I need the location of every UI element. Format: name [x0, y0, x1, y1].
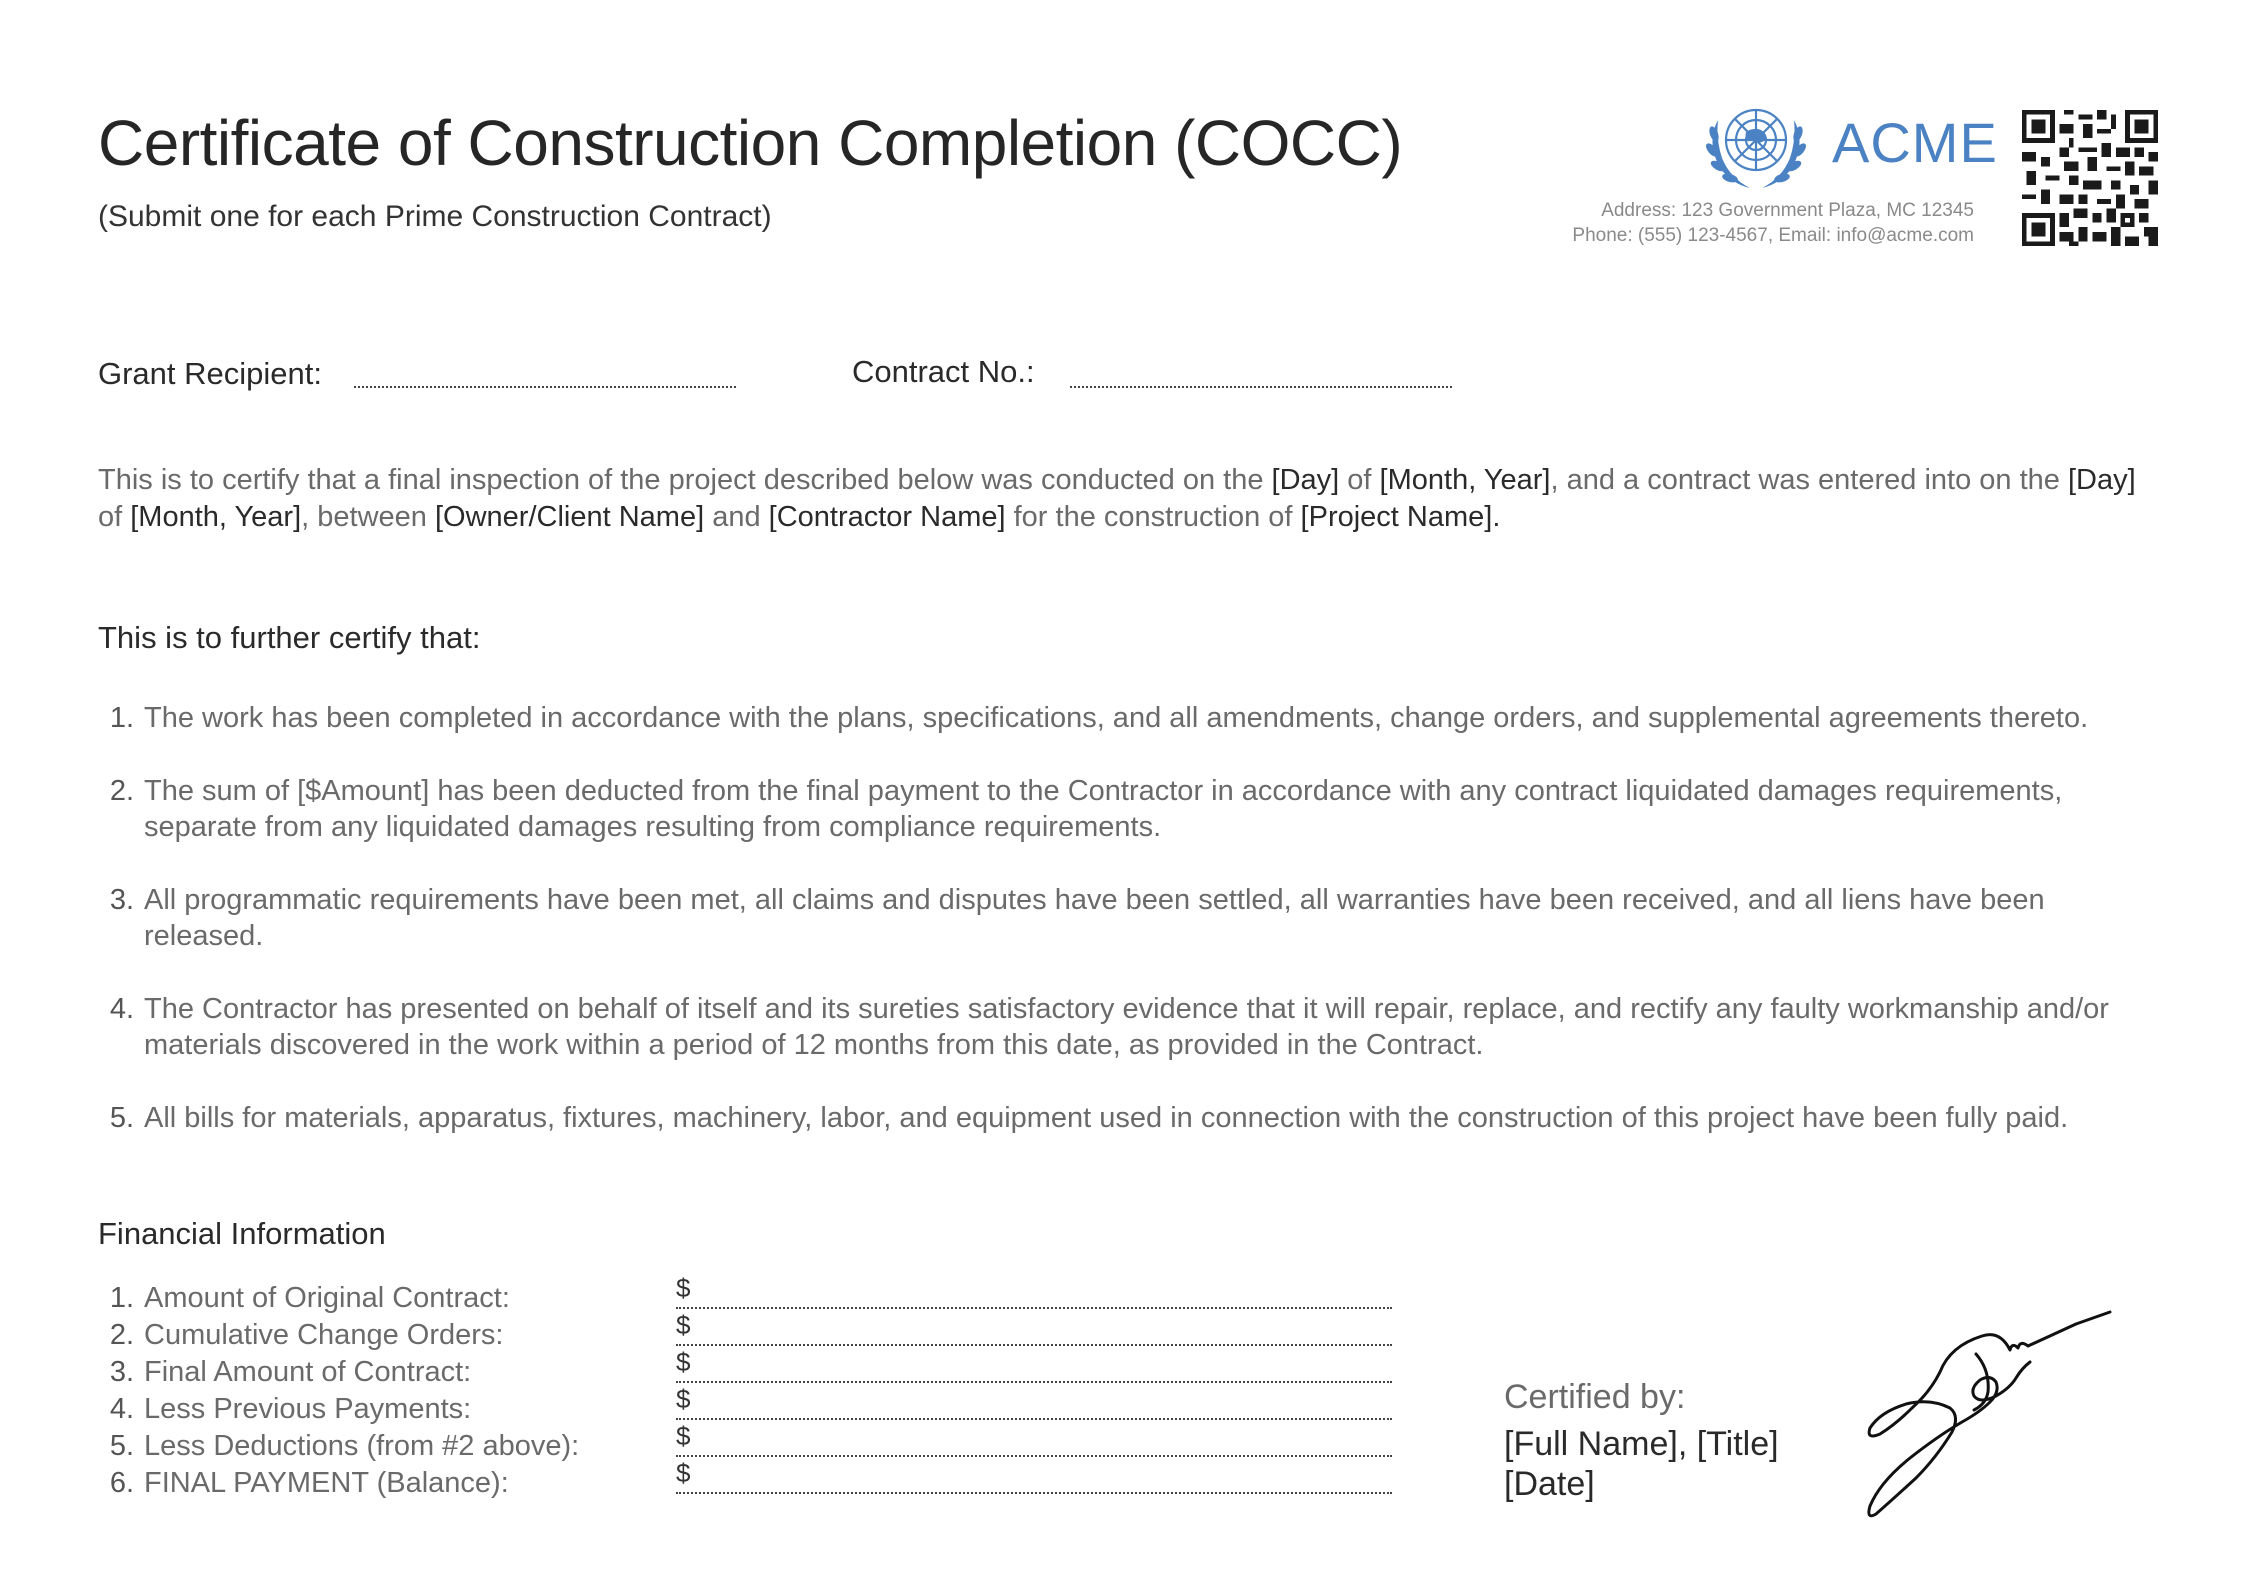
intro-text: for the construction of	[1005, 501, 1301, 533]
list-item	[98, 991, 2158, 1063]
intro-text: of	[1339, 464, 1380, 496]
list-item	[98, 1100, 2158, 1136]
placeholder-owner: [Owner/Client Name]	[434, 501, 705, 533]
item-text: The Contractor has presented on behalf of itself and its sureties satisfactory evidence that it will repair, replace, and rectify any faulty workmanship and/or materials discovered in the work within a period of 12 months from this date, as provided in the Contract.	[144, 993, 2109, 1061]
intro-text: This is to certify that a final inspection of the project described below was conducted on the	[98, 464, 1272, 496]
item-number: 5.	[109, 1102, 134, 1134]
page-subtitle: (Submit one for each Prime Construction Contract)	[98, 200, 772, 233]
row-number: 3.	[109, 1356, 134, 1388]
list-item	[98, 882, 2158, 954]
placeholder-day: [Day]	[1271, 464, 1340, 496]
currency-symbol: $	[676, 1421, 691, 1451]
amount-field[interactable]	[676, 1492, 1392, 1494]
item-number: 2.	[109, 775, 134, 807]
financial-row	[98, 1384, 1398, 1428]
row-number: 2.	[109, 1319, 134, 1351]
financial-list	[98, 1273, 1398, 1502]
certifier-block	[1504, 1424, 1779, 1504]
financial-row	[98, 1273, 1398, 1317]
grant-recipient-field[interactable]	[354, 386, 736, 388]
brand-name: ACME	[1832, 111, 1998, 174]
financial-row	[98, 1421, 1398, 1465]
row-number: 4.	[109, 1393, 134, 1425]
row-number: 1.	[109, 1282, 134, 1314]
placeholder-project: [Project Name].	[1300, 501, 1501, 533]
placeholder-month-year: [Month, Year]	[130, 501, 302, 533]
row-label: Less Deductions (from #2 above):	[144, 1430, 580, 1462]
currency-symbol: $	[676, 1310, 691, 1340]
certified-by-label: Certified by:	[1504, 1378, 1686, 1416]
intro-text: and	[704, 501, 769, 533]
contact-block	[1572, 198, 1974, 248]
amount-field[interactable]	[676, 1381, 1392, 1383]
page-title: Certificate of Construction Completion (COCC)	[98, 107, 1403, 179]
row-number: 5.	[109, 1430, 134, 1462]
placeholder-contractor: [Contractor Name]	[768, 501, 1006, 533]
grant-recipient-label: Grant Recipient:	[98, 356, 322, 391]
list-item	[98, 700, 2158, 736]
placeholder-day: [Day]	[2067, 464, 2136, 496]
row-label: Amount of Original Contract:	[144, 1282, 510, 1314]
item-text: All programmatic requirements have been met, all claims and disputes have been settled, all warranties have been received, and all liens have been released.	[144, 884, 2045, 952]
item-number: 3.	[109, 884, 134, 916]
row-number: 6.	[109, 1467, 134, 1499]
placeholder-month-year: [Month, Year]	[1379, 464, 1551, 496]
amount-field[interactable]	[676, 1418, 1392, 1420]
currency-symbol: $	[676, 1347, 691, 1377]
intro-text: , and a contract was entered into on the	[1550, 464, 2068, 496]
list-item	[98, 773, 2158, 845]
amount-field[interactable]	[676, 1455, 1392, 1457]
signature-image	[1840, 1300, 2120, 1520]
item-text: The work has been completed in accordance with the plans, specifications, and all amendments, change orders, and supplemental agreements thereto.	[144, 702, 2089, 734]
contract-no-label: Contract No.:	[852, 354, 1035, 389]
financial-row	[98, 1310, 1398, 1354]
intro-text: , between	[301, 501, 435, 533]
certifier-name-title: [Full Name], [Title]	[1504, 1425, 1779, 1463]
currency-symbol: $	[676, 1384, 691, 1414]
intro-text: of	[98, 501, 131, 533]
row-label: Final Amount of Contract:	[144, 1356, 472, 1388]
certify-heading: This is to further certify that:	[98, 620, 481, 655]
financial-row	[98, 1347, 1398, 1391]
item-text: The sum of [$Amount] has been deducted from the final payment to the Contractor in accordance with any contract liquidated damages requirements, separate from any liquidated damages resulting from compliance requirements.	[144, 775, 2063, 843]
address-line: Address: 123 Government Plaza, MC 12345	[1601, 200, 1974, 221]
financial-row	[98, 1458, 1398, 1502]
item-number: 1.	[109, 702, 134, 734]
amount-field[interactable]	[676, 1307, 1392, 1309]
row-label: Cumulative Change Orders:	[144, 1319, 504, 1351]
item-number: 4.	[109, 993, 134, 1025]
globe-emblem-icon	[1696, 90, 1816, 194]
intro-paragraph	[98, 462, 2158, 536]
currency-symbol: $	[676, 1273, 691, 1303]
qr-code-icon	[2022, 108, 2158, 248]
currency-symbol: $	[676, 1458, 691, 1488]
row-label: FINAL PAYMENT (Balance):	[144, 1467, 509, 1499]
item-text: All bills for materials, apparatus, fixtures, machinery, labor, and equipment used in connection with the construction of this project have been fully paid.	[144, 1102, 2069, 1134]
financial-heading: Financial Information	[98, 1216, 386, 1251]
amount-field[interactable]	[676, 1344, 1392, 1346]
contact-line: Phone: (555) 123-4567, Email: info@acme.com	[1572, 225, 1974, 246]
certify-list	[98, 700, 2158, 1173]
certification-date: [Date]	[1504, 1465, 1595, 1503]
contract-no-field[interactable]	[1070, 386, 1452, 388]
row-label: Less Previous Payments:	[144, 1393, 472, 1425]
